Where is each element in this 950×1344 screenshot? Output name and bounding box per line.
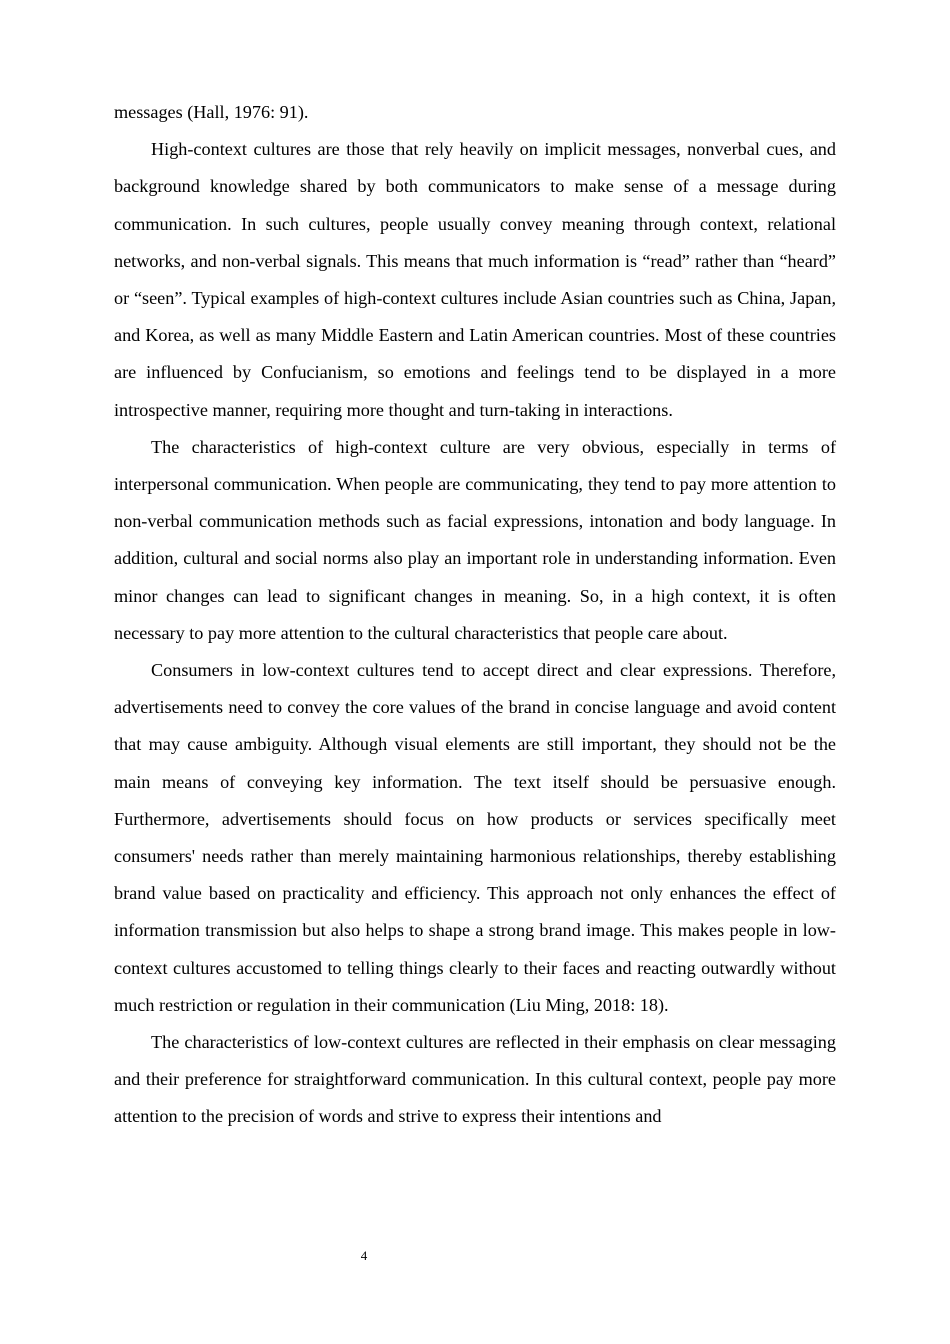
document-page [114, 94, 836, 1136]
paragraph-high-context-definition: High-context cultures are those that rely heavily on implicit messages, nonverbal cues, and background knowledge shared by both communicators to make sense of a message during communication. In such cultures, people usually convey meaning through context, relational networks, and non-verbal signals. This means that much information is “read” rather than “heard” or “seen”. Typical examples of high-context cultures include Asian countries such as China, Japan, and Korea, as well as many Middle Eastern and Latin American countries. Most of these countries are influenced by Confucianism, so emotions and feelings tend to be displayed in a more introspective manner, requiring more thought and turn-taking in interactions. [114, 139, 836, 420]
paragraph-continuation: messages (Hall, 1976: 91). [114, 102, 309, 122]
paragraph-low-context-characteristics: The characteristics of low-context cultures are reflected in their emphasis on clear messaging and their preference for straightforward communication. In this cultural context, people pay more attention to the precision of words and strive to express their intentions and [114, 1032, 836, 1127]
paragraph-low-context-consumers: Consumers in low-context cultures tend to accept direct and clear expressions. Therefore, advertisements need to convey the core values of the brand in concise language and avoid content that may cause ambiguity. Although visual elements are still important, they should not be the main means of conveying key information. The text itself should be persuasive enough. Furthermore, advertisements should focus on how products or services specifically meet consumers' needs rather than merely maintaining harmonious relationships, thereby establishing brand value based on practicality and efficiency. This approach not only enhances the effect of information transmission but also helps to shape a strong brand image. This makes people in low-context cultures accustomed to telling things clearly to their faces and reacting outwardly without much restriction or regulation in their communication (Liu Ming, 2018: 18). [114, 660, 836, 1015]
paragraph-high-context-characteristics: The characteristics of high-context culture are very obvious, especially in terms of interpersonal communication. When people are communicating, they tend to pay more attention to non-verbal communication methods such as facial expressions, intonation and body language. In addition, cultural and social norms also play an important role in understanding information. Even minor changes can lead to significant changes in meaning. So, in a high context, it is often necessary to pay more attention to the cultural characteristics that people care about. [114, 436, 836, 643]
page-number: 4 [360, 1248, 368, 1263]
